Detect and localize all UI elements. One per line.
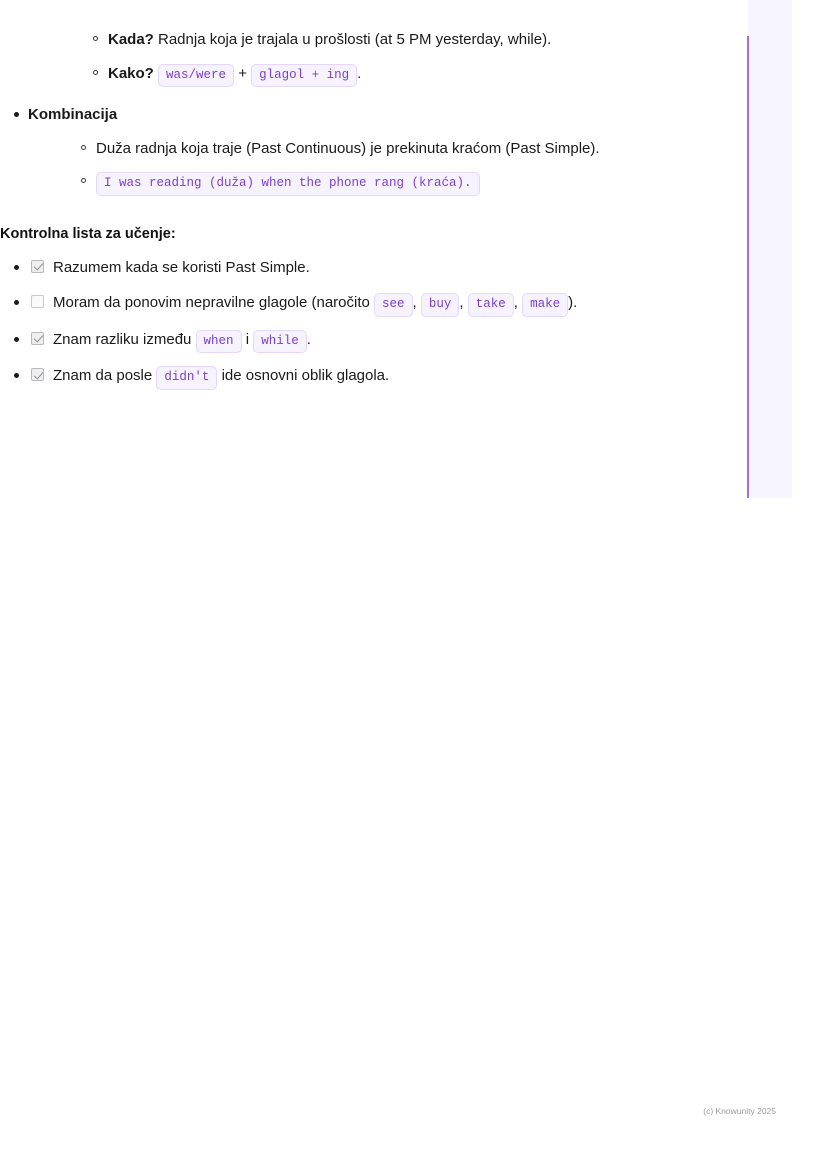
kombinacija-sublist xyxy=(68,137,700,196)
kombinacija-sublist-wrapper xyxy=(68,137,700,196)
checklist-item-text: Znam da posle xyxy=(53,367,157,385)
checklist-title: Kontrolna lista za učenje: xyxy=(0,225,176,242)
list-item xyxy=(0,291,700,317)
kombinacija-list xyxy=(0,103,700,196)
checklist-item-text: Moram da ponovim nepravilne glagole (naročito xyxy=(53,294,375,312)
code-chip-when: when xyxy=(196,330,242,354)
bullet-label-kada: Kada? xyxy=(108,31,154,48)
copyright-footer: (c) Knowunity 2025 xyxy=(703,1106,776,1116)
list-item xyxy=(0,364,700,390)
list-item xyxy=(80,62,700,88)
checklist xyxy=(0,256,700,390)
checklist-item-text-after: . xyxy=(306,330,311,348)
past-continuous-sublist xyxy=(80,28,700,87)
bullet-text-kada: Radnja koja je trajala u prošlosti (at 5 PM yesterday, while). xyxy=(153,31,552,48)
checkbox-icon[interactable] xyxy=(31,368,44,381)
code-chip-didnt: didn't xyxy=(156,366,217,390)
conjunction: i xyxy=(245,330,250,348)
kombinacija-explanation: Duža radnja koja traje (Past Continuous) je prekinuta kraćom (Past Simple). xyxy=(96,139,600,157)
list-item xyxy=(68,170,700,196)
checkbox-icon[interactable] xyxy=(31,332,44,345)
list-item xyxy=(0,256,700,280)
list-item-kombinacija xyxy=(0,103,700,196)
checklist-item-text-after: ide osnovni oblik glagola. xyxy=(217,367,390,385)
code-chip-make: make xyxy=(522,293,568,317)
checklist-item-text-after: ). xyxy=(568,294,578,312)
list-item xyxy=(0,328,700,354)
kombinacija-heading: Kombinacija xyxy=(28,106,118,124)
code-chip-was-were: was/were xyxy=(158,64,234,88)
code-chip-while: while xyxy=(253,330,307,354)
document-page xyxy=(0,0,700,401)
code-chip-see: see xyxy=(374,293,413,317)
decorative-side-panel xyxy=(748,0,792,498)
plus-sign: + xyxy=(238,64,247,82)
comma: , xyxy=(412,294,417,312)
checklist-item-text: Znam razliku između xyxy=(53,330,196,348)
decorative-side-rule xyxy=(747,36,749,498)
code-chip-example-sentence: I was reading (duža) when the phone rang (kraća). xyxy=(96,172,480,196)
bullet-label-kako: Kako? xyxy=(108,64,154,82)
code-chip-take: take xyxy=(468,293,514,317)
code-chip-glagol-ing: glagol + ing xyxy=(251,64,357,88)
comma: , xyxy=(513,294,518,312)
code-chip-buy: buy xyxy=(421,293,460,317)
list-item xyxy=(80,28,700,52)
checkbox-icon[interactable] xyxy=(31,295,44,308)
checklist-item-text: Razumem kada se koristi Past Simple. xyxy=(53,258,310,276)
continued-sublist-wrapper xyxy=(80,28,700,87)
period: . xyxy=(357,64,362,82)
checkbox-icon[interactable] xyxy=(31,260,44,273)
comma: , xyxy=(459,294,464,312)
list-item xyxy=(68,137,700,161)
